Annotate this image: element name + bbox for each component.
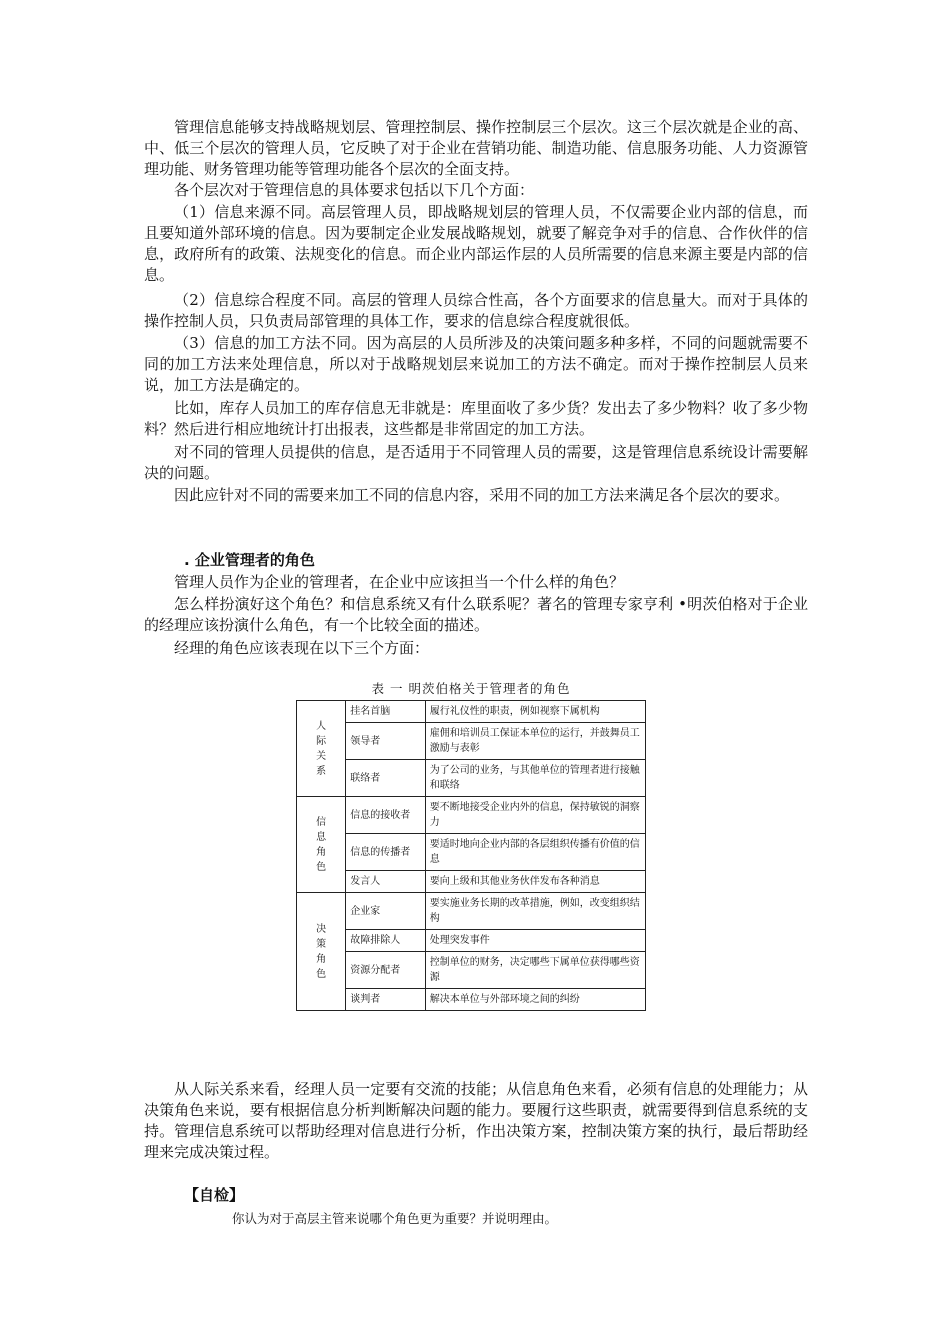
duty-cell: 控制单位的财务，决定哪些下属单位获得哪些资源 [425,952,645,989]
duty-cell: 解决本单位与外部环境之间的纠纷 [425,989,645,1011]
role-cell: 挂名首脑 [346,701,425,723]
duty-cell: 履行礼仪性的职责，例如视察下属机构 [425,701,645,723]
category-interpersonal [297,701,346,797]
mintzberg-paragraph: 怎么样扮演好这个角色？和信息系统又有什么联系呢？著名的管理专家亨利 •明茨伯格对于企业的经理应该扮演什么角色，有一个比较全面的描述。 [144,595,808,634]
design-paragraph: 对不同的管理人员提供的信息，是否适用于不同管理人员的需要，这是管理信息系统设计需要解决的问题。 [144,443,808,482]
section-question-paragraph: 管理人员作为企业的管理者，在企业中应该担当一个什么样的角色？ [174,573,625,591]
table-row [297,952,646,989]
example-paragraph: 比如，库存人员加工的库存信息无非就是：库里面收了多少货？发出去了多少物料？收了多少物料？然后进行相应地统计打出报表，这些都是非常固定的加工方法。 [144,399,808,438]
duty-cell: 要不断地接受企业内外的信息，保持敏锐的洞察力 [425,797,645,834]
category-decisional [297,893,346,1011]
duty-cell: 要适时地向企业内部的各层组织传播有价值的信息 [425,834,645,871]
category-label: 人 际 关 系 [316,720,327,777]
table-row [297,930,646,952]
role-cell: 信息的传播者 [346,834,425,871]
point-1-paragraph: （1）信息来源不同。高层管理人员，即战略规划层的管理人员，不仅需要企业内部的信息，而且要知道外部环境的信息。因为要制定企业发展战略规划，就要了解竞争对手的信息、合作伙伴的信息，政府所有的政策、法规变化的信息。而企业内部运作层的人员所需要的信息来源主要是内部的信息。 [144,203,808,284]
self-check-label: 【自检】 [184,1186,245,1204]
duty-cell: 要实施业务长期的改革措施，例如，改变组织结构 [425,893,645,930]
duty-cell: 为了公司的业务，与其他单位的管理者进行接触和联络 [425,760,645,797]
self-check-question: 你认为对于高层主管来说哪个角色更为重要？并说明理由。 [232,1211,558,1226]
conclusion-paragraph: 从人际关系来看，经理人员一定要有交流的技能；从信息角色来看，必须有信息的处理能力；从决策角色来说，要有根据信息分析判断解决问题的能力。要履行这些职责，就需要得到信息系统的支持。管理信息系统可以帮助经理对信息进行分析，作出决策方案，控制决策方案的执行，最后帮助经理来完成决策过程。 [144,1080,808,1161]
intro-paragraph: 管理信息能够支持战略规划层、管理控制层、操作控制层三个层次。这三个层次就是企业的高、中、低三个层次的管理人员，它反映了对于企业在营销功能、制造功能、信息服务功能、人力资源管理功能、财务管理功能等管理功能各个层次的全面支持。 [144,118,808,178]
role-cell: 信息的接收者 [346,797,425,834]
role-cell: 企业家 [346,893,425,930]
role-cell: 领导者 [346,723,425,760]
role-cell: 发言人 [346,871,425,893]
role-cell: 谈判者 [346,989,425,1011]
section-heading: . 企业管理者的角色 [184,551,315,569]
role-cell: 资源分配者 [346,952,425,989]
point-3-paragraph: （3）信息的加工方法不同。因为高层的人员所涉及的决策问题多种多样，不同的问题就需要不同的加工方法来处理信息，所以对于战略规划层来说加工的方法不确定。而对于操作控制层人员来说，加工方法是确定的。 [144,334,808,394]
roles-intro-paragraph: 经理的角色应该表现在以下三个方面： [174,639,430,657]
duty-cell: 处理突发事件 [425,930,645,952]
table-row [297,797,646,834]
roles-table [296,700,646,1011]
category-label: 信 息 角 色 [316,816,327,873]
table-row [297,989,646,1011]
category-label: 决 策 角 色 [316,923,327,980]
table-caption: 表 一 明茨伯格关于管理者的角色 [371,681,571,696]
duty-cell: 雇佣和培训员工保证本单位的运行，并鼓舞员工激励与表彰 [425,723,645,760]
role-cell: 故障排除人 [346,930,425,952]
role-cell: 联络者 [346,760,425,797]
table-row [297,760,646,797]
table-row [297,834,646,871]
table-row [297,893,646,930]
category-informational [297,797,346,893]
table-row [297,701,646,723]
table-row [297,723,646,760]
table-row [297,871,646,893]
point-2-paragraph: （2）信息综合程度不同。高层的管理人员综合性高，各个方面要求的信息量大。而对于具体的操作控制人员，只负责局部管理的具体工作，要求的信息综合程度就很低。 [144,291,808,330]
requirements-intro: 各个层次对于管理信息的具体要求包括以下几个方面： [174,181,535,199]
duty-cell: 要向上级和其他业务伙伴发布各种消息 [425,871,645,893]
summary-paragraph: 因此应针对不同的需要来加工不同的信息内容，采用不同的加工方法来满足各个层次的要求。 [174,486,790,504]
